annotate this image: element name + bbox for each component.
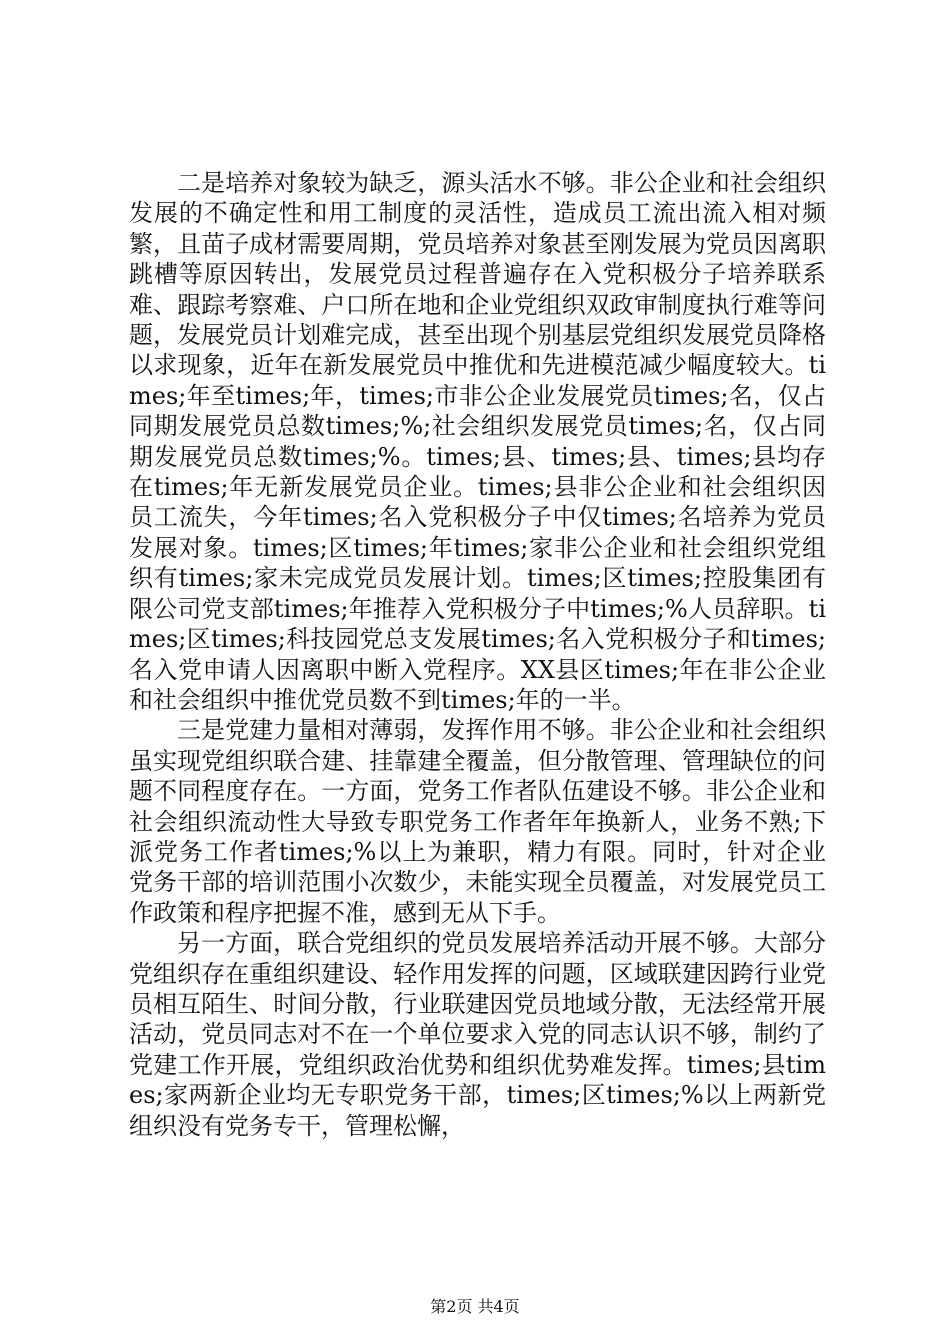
- document-body: [129, 168, 826, 1141]
- paragraph-weak-party-building: 三是党建力量相对薄弱，发挥作用不够。非公企业和社会组织虽实现党组织联合建、挂靠建全覆盖，但分散管理、管理缺位的问题不同程度存在。一方面，党务工作者队伍建设不够。非公企业和社会组织流动性大导致专职党务工作者年年换新人，业务不熟;下派党务工作者times;%以上为兼职，精力有限。同时，针对企业党务干部的培训范围小次数少，未能实现全员覆盖，对发展党员工作政策和程序把握不准，感到无从下手。: [129, 716, 826, 927]
- page-footer: 第2页 共4页: [430, 1297, 520, 1316]
- paragraph-training-shortage: 二是培养对象较为缺乏，源头活水不够。非公企业和社会组织发展的不确定性和用工制度的灵活性，造成员工流出流入相对频繁，且苗子成材需要周期，党员培养对象甚至刚发展为党员因离职跳槽等原因转出，发展党员过程普遍存在入党积极分子培养联系难、跟踪考察难、户口所在地和企业党组织双政审制度执行难等问题，发展党员计划难完成，甚至出现个别基层党组织发展党员降格以求现象，近年在新发展党员中推优和先进模范减少幅度较大。times;年至times;年，times;市非公企业发展党员times;名，仅占同期发展党员总数times;%;社会组织发展党员times;名，仅占同期发展党员总数times;%。times;县、times;县、times;县均存在times;年无新发展党员企业。times;县非公企业和社会组织因员工流失，今年times;名入党积极分子中仅times;名培养为党员发展对象。times;区times;年times;家非公企业和社会组织党组织有times;家未完成党员发展计划。times;区times;控股集团有限公司党支部times;年推荐入党积极分子中times;%人员辞职。times;区times;科技园党总支发展times;名入党积极分子和times;名入党申请人因离职中断入党程序。XX县区times;年在非公企业和社会组织中推优党员数不到times;年的一半。: [129, 169, 826, 714]
- paragraph-joint-organization: 另一方面，联合党组织的党员发展培养活动开展不够。大部分党组织存在重组织建设、轻作用发挥的问题，区域联建因跨行业党员相互陌生、时间分散，行业联建因党员地域分散，无法经常开展活动，党员同志对不在一个单位要求入党的同志认识不够，制约了党建工作开展，党组织政治优势和组织优势难发挥。times;县times;家两新企业均无专职党务干部，times;区times;%以上两新党组织没有党务专干，管理松懈，: [129, 929, 826, 1140]
